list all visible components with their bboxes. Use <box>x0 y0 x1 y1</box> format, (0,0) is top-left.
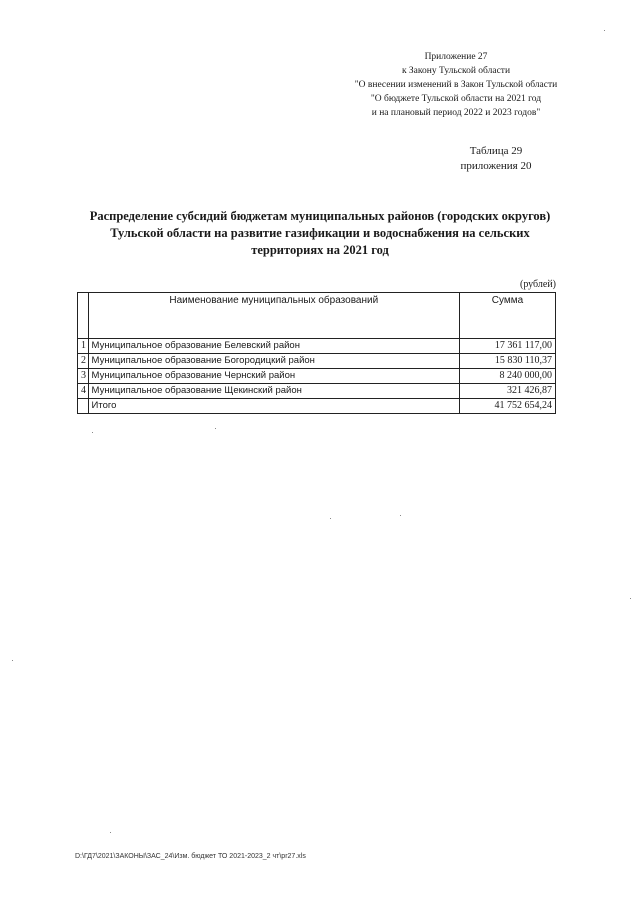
header-name: Наименование муниципальных образований <box>88 293 459 339</box>
appendix-header <box>336 50 576 120</box>
row-number: 2 <box>78 354 89 369</box>
scan-speck <box>92 432 93 433</box>
row-name: Муниципальное образование Щекинский район <box>88 384 459 399</box>
scan-speck <box>604 30 605 31</box>
title-line: Распределение субсидий бюджетам муниципальных районов (городских округов) <box>89 209 551 223</box>
document-title <box>70 208 570 259</box>
row-number <box>78 399 89 414</box>
file-path-footer: D:\ГД7\2021\ЗАКОНЫ\ЗАС_24\Изм. бюджет ТО 2021-2023_2 чт\pr27.xls <box>75 853 306 860</box>
unit-label: (рублей) <box>519 279 556 290</box>
table-row <box>78 384 556 399</box>
table-row <box>78 369 556 384</box>
scan-speck <box>330 518 331 519</box>
appendix-line: к Закону Тульской области <box>401 66 511 76</box>
appendix-line: "О бюджете Тульской области на 2021 год <box>370 94 542 104</box>
scan-speck <box>630 598 631 599</box>
scan-speck <box>12 660 13 661</box>
table-appendix-ref: приложения 20 <box>460 160 532 172</box>
row-number: 3 <box>78 369 89 384</box>
row-name: Муниципальное образование Богородицкий район <box>88 354 459 369</box>
table-header-row <box>78 293 556 339</box>
title-line: территориях на 2021 год <box>251 243 389 257</box>
scan-speck <box>215 428 216 429</box>
appendix-line: Приложение 27 <box>424 52 488 62</box>
subsidy-table <box>77 292 556 414</box>
table-row <box>78 354 556 369</box>
appendix-line: и на плановый период 2022 и 2023 годов" <box>371 108 541 118</box>
row-sum: 8 240 000,00 <box>459 369 555 384</box>
scan-speck <box>400 515 401 516</box>
appendix-line: "О внесении изменений в Закон Тульской области <box>354 80 558 90</box>
header-number <box>78 293 89 339</box>
row-sum: 321 426,87 <box>459 384 555 399</box>
row-sum: 15 830 110,37 <box>459 354 555 369</box>
header-sum: Сумма <box>459 293 555 339</box>
row-name: Муниципальное образование Чернский район <box>88 369 459 384</box>
table-row <box>78 339 556 354</box>
total-sum: 41 752 654,24 <box>459 399 555 414</box>
title-line: Тульской области на развитие газификации и водоснабжения на сельских <box>110 226 530 240</box>
total-label: Итого <box>88 399 459 414</box>
row-name: Муниципальное образование Белевский район <box>88 339 459 354</box>
scan-speck <box>110 832 111 833</box>
row-number: 1 <box>78 339 89 354</box>
row-sum: 17 361 117,00 <box>459 339 555 354</box>
table-number: Таблица 29 <box>469 145 523 157</box>
table-reference <box>448 144 544 174</box>
table-total-row <box>78 399 556 414</box>
row-number: 4 <box>78 384 89 399</box>
